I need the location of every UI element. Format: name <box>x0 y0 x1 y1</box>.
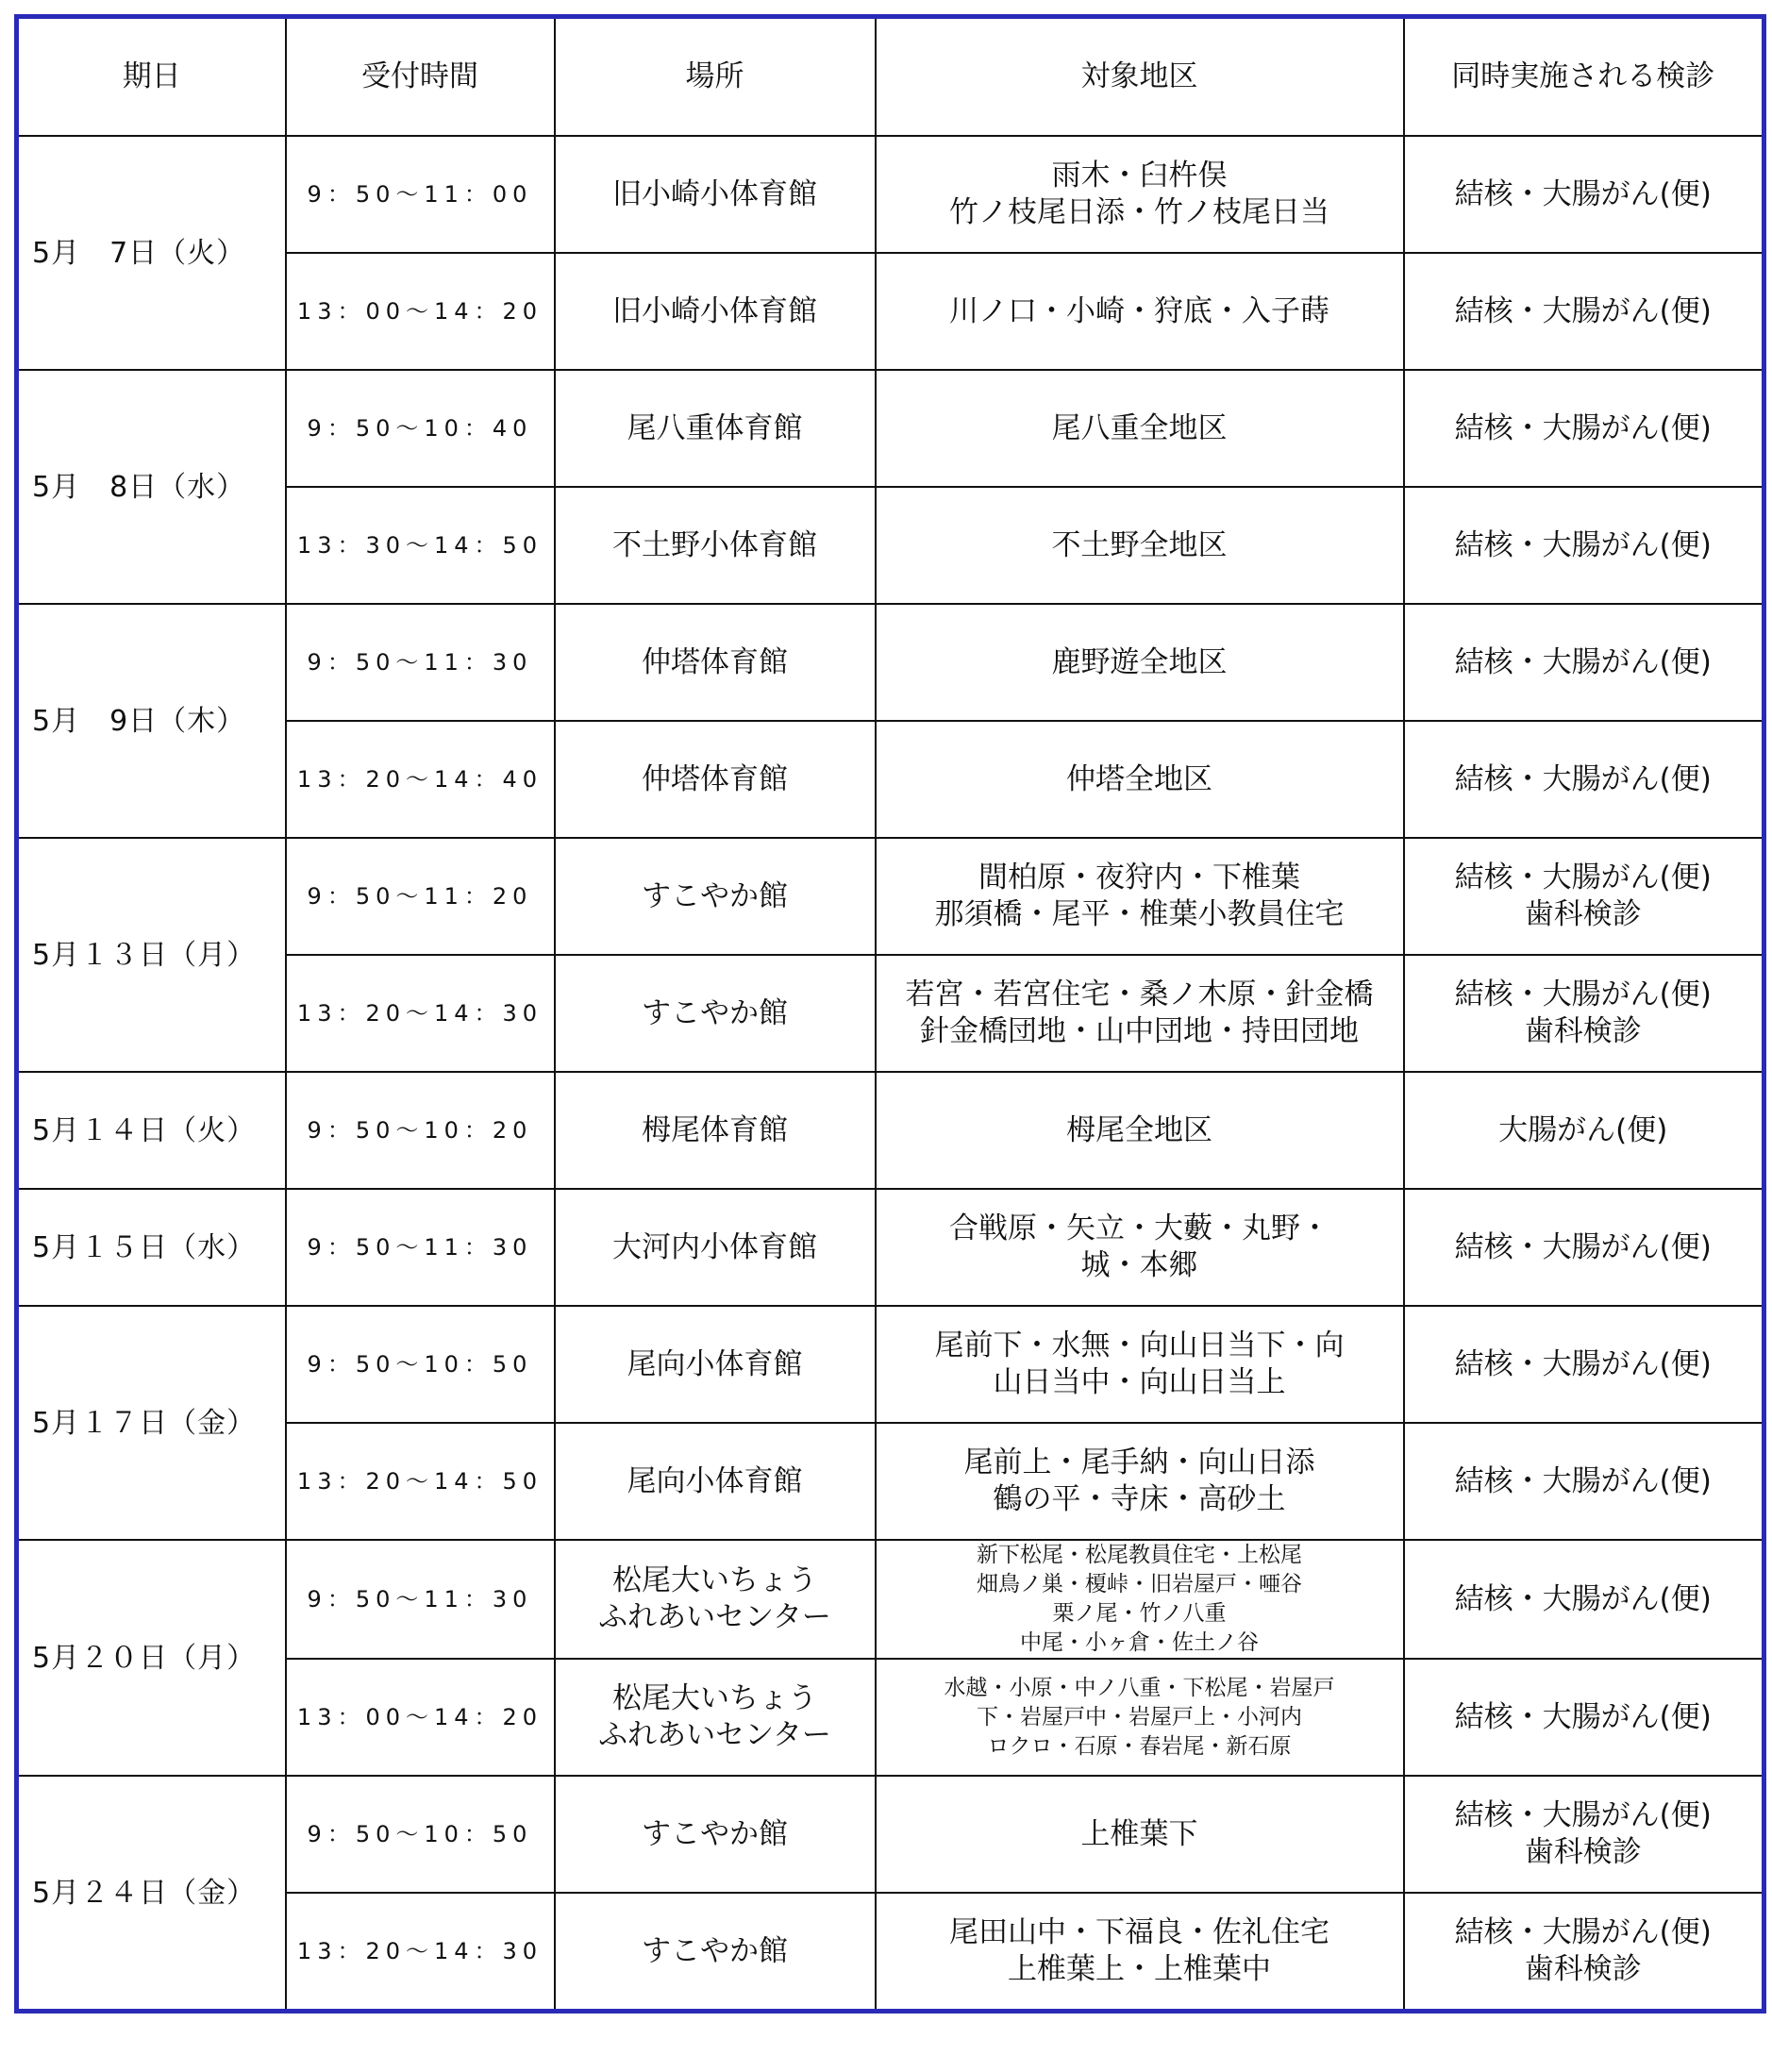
area-cell-line: 尾前下・水無・向山日当下・向 <box>934 1328 1345 1362</box>
exam-cell <box>1404 955 1764 1072</box>
header-row <box>17 17 1764 137</box>
table-row <box>17 604 1764 721</box>
place-cell-line: 尾向小体育館 <box>627 1346 803 1381</box>
exam-cell <box>1404 1189 1764 1306</box>
area-cell <box>876 136 1404 253</box>
exam-cell-line: 結核・大腸がん(便) <box>1454 1699 1712 1734</box>
area-cell <box>876 955 1404 1072</box>
area-cell <box>876 838 1404 955</box>
area-cell <box>876 1306 1404 1423</box>
place-cell <box>555 487 876 604</box>
place-cell-line: 大河内小体育館 <box>612 1229 817 1264</box>
place-cell <box>555 721 876 838</box>
exam-cell <box>1404 253 1764 370</box>
time-cell: 9：50～11：00 <box>286 136 555 253</box>
area-cell-line: 中尾・小ヶ倉・佐土ノ谷 <box>1020 1630 1259 1655</box>
area-cell <box>876 1776 1404 1893</box>
exam-cell-line: 結核・大腸がん(便) <box>1454 978 1712 1011</box>
place-cell <box>555 1776 876 1893</box>
place-cell-line: ふれあいセンター <box>598 1600 831 1634</box>
table-row <box>17 1776 1764 1893</box>
place-cell <box>555 1540 876 1659</box>
area-cell <box>876 487 1404 604</box>
date-cell: 5月 9日（木） <box>17 604 286 838</box>
area-cell-line: 針金橋団地・山中団地・持田団地 <box>920 1014 1359 1048</box>
time-cell: 13：20～14：30 <box>286 955 555 1072</box>
header-date: 期日 <box>17 17 286 137</box>
place-cell-line: すこやか館 <box>642 878 788 913</box>
area-cell-line: 城・本郷 <box>1080 1248 1198 1282</box>
exam-cell-line: 歯科検診 <box>1524 1835 1642 1869</box>
date-cell: 5月１５日（水） <box>17 1189 286 1306</box>
date-cell: 5月１７日（金） <box>17 1306 286 1540</box>
place-cell-line: 尾八重体育館 <box>627 410 803 445</box>
exam-cell-line: 結核・大腸がん(便) <box>1454 861 1712 894</box>
area-cell-line: 川ノ口・小崎・狩底・入子蒔 <box>949 293 1329 328</box>
area-cell-line: 栗ノ尾・竹ノ八重 <box>1052 1601 1227 1626</box>
header-area: 対象地区 <box>876 17 1404 137</box>
area-cell <box>876 370 1404 487</box>
date-cell: 5月 7日（火） <box>17 136 286 370</box>
time-cell: 13：20～14：50 <box>286 1423 555 1540</box>
table-row <box>17 136 1764 253</box>
exam-cell-line: 結核・大腸がん(便) <box>1454 1581 1712 1616</box>
schedule-table-wrapper <box>14 14 1766 2014</box>
time-cell: 9：50～11：30 <box>286 1189 555 1306</box>
schedule-table <box>14 14 1766 2014</box>
date-cell: 5月 8日（水） <box>17 370 286 604</box>
exam-cell <box>1404 721 1764 838</box>
area-cell-line: 若宮・若宮住宅・桑ノ木原・針金橋 <box>905 978 1374 1011</box>
place-cell-line: 旧小崎小体育館 <box>612 293 817 328</box>
exam-cell <box>1404 1540 1764 1659</box>
area-cell <box>876 604 1404 721</box>
exam-cell <box>1404 1306 1764 1423</box>
place-cell-line: 松尾大いちょう <box>612 1681 817 1715</box>
exam-cell-line: 結核・大腸がん(便) <box>1454 293 1712 328</box>
area-cell-line: 尾田山中・下福良・佐礼住宅 <box>949 1915 1329 1949</box>
time-cell: 9：50～10：40 <box>286 370 555 487</box>
time-cell: 9：50～10：20 <box>286 1072 555 1189</box>
time-cell: 13：20～14：40 <box>286 721 555 838</box>
area-cell <box>876 1659 1404 1776</box>
place-cell-line: 仲塔体育館 <box>642 644 788 679</box>
table-row <box>17 1072 1764 1189</box>
area-cell-line: 尾八重全地区 <box>1051 410 1228 445</box>
time-cell: 13：20～14：30 <box>286 1893 555 2012</box>
exam-cell-line: 結核・大腸がん(便) <box>1454 1229 1712 1264</box>
area-cell-line: 仲塔全地区 <box>1066 761 1212 796</box>
place-cell <box>555 604 876 721</box>
table-row <box>17 1189 1764 1306</box>
area-cell <box>876 1893 1404 2012</box>
place-cell <box>555 136 876 253</box>
time-cell: 9：50～10：50 <box>286 1776 555 1893</box>
exam-cell-line: 歯科検診 <box>1524 897 1642 931</box>
area-cell-line: 上椎葉上・上椎葉中 <box>1008 1952 1271 1986</box>
time-cell: 9：50～10：50 <box>286 1306 555 1423</box>
place-cell <box>555 1423 876 1540</box>
place-cell-line: 不土野小体育館 <box>612 527 817 562</box>
exam-cell-line: 大腸がん(便) <box>1498 1112 1668 1147</box>
exam-cell-line: 結核・大腸がん(便) <box>1454 761 1712 796</box>
place-cell <box>555 253 876 370</box>
place-cell-line: すこやか館 <box>642 1816 788 1851</box>
exam-cell-line: 結核・大腸がん(便) <box>1454 644 1712 679</box>
area-cell-line: 合戦原・矢立・大藪・丸野・ <box>949 1211 1329 1245</box>
table-row <box>17 1306 1764 1423</box>
area-cell <box>876 721 1404 838</box>
area-cell-line: 新下松尾・松尾教員住宅・上松尾 <box>977 1543 1302 1567</box>
exam-cell-line: 結核・大腸がん(便) <box>1454 176 1712 211</box>
place-cell-line: すこやか館 <box>642 995 788 1030</box>
exam-cell-line: 歯科検診 <box>1524 1014 1642 1048</box>
time-cell: 9：50～11：30 <box>286 1540 555 1659</box>
exam-cell-line: 結核・大腸がん(便) <box>1454 1346 1712 1381</box>
place-cell <box>555 1072 876 1189</box>
exam-cell <box>1404 136 1764 253</box>
exam-cell <box>1404 604 1764 721</box>
area-cell-line: 鶴の平・寺床・高砂土 <box>993 1482 1286 1516</box>
place-cell-line: 栂尾体育館 <box>642 1112 788 1147</box>
place-cell <box>555 370 876 487</box>
area-cell-line: ロクロ・石原・春岩尾・新石原 <box>987 1733 1292 1759</box>
exam-cell-line: 結核・大腸がん(便) <box>1454 1463 1712 1498</box>
date-cell: 5月２０日（月） <box>17 1540 286 1776</box>
place-cell-line: 尾向小体育館 <box>627 1463 803 1498</box>
exam-cell <box>1404 1072 1764 1189</box>
time-cell: 13：00～14：20 <box>286 253 555 370</box>
area-cell <box>876 253 1404 370</box>
area-cell-line: 尾前上・尾手納・向山日添 <box>963 1445 1315 1479</box>
area-cell-line: 不土野全地区 <box>1051 527 1228 562</box>
exam-cell-line: 歯科検診 <box>1524 1952 1642 1986</box>
exam-cell <box>1404 1893 1764 2012</box>
exam-cell <box>1404 487 1764 604</box>
place-cell <box>555 1189 876 1306</box>
date-cell: 5月１３日（月） <box>17 838 286 1072</box>
table-row <box>17 370 1764 487</box>
header-place: 場所 <box>555 17 876 137</box>
place-cell <box>555 955 876 1072</box>
area-cell-line: 水越・小原・中ノ八重・下松尾・岩屋戸 <box>944 1675 1335 1700</box>
date-cell: 5月１４日（火） <box>17 1072 286 1189</box>
area-cell <box>876 1072 1404 1189</box>
area-cell <box>876 1540 1404 1659</box>
exam-cell-line: 結核・大腸がん(便) <box>1454 1915 1712 1949</box>
exam-cell <box>1404 1659 1764 1776</box>
place-cell-line: 仲塔体育館 <box>642 761 788 796</box>
exam-cell <box>1404 1776 1764 1893</box>
area-cell-line: 那須橋・尾平・椎葉小教員住宅 <box>934 897 1345 931</box>
area-cell-line: 上椎葉下 <box>1080 1816 1198 1851</box>
date-cell: 5月２４日（金） <box>17 1776 286 2012</box>
place-cell-line: 旧小崎小体育館 <box>612 176 817 211</box>
schedule-body <box>17 136 1764 2012</box>
header-exam: 同時実施される検診 <box>1404 17 1764 137</box>
exam-cell-line: 結核・大腸がん(便) <box>1454 527 1712 562</box>
place-cell <box>555 1659 876 1776</box>
area-cell-line: 間柏原・夜狩内・下椎葉 <box>978 861 1300 894</box>
table-row <box>17 838 1764 955</box>
time-cell: 13：30～14：50 <box>286 487 555 604</box>
exam-cell-line: 結核・大腸がん(便) <box>1454 1798 1712 1832</box>
place-cell-line: すこやか館 <box>642 1933 788 1968</box>
area-cell-line: 下・岩屋戸中・岩屋戸上・小河内 <box>977 1704 1302 1729</box>
exam-cell <box>1404 370 1764 487</box>
place-cell-line: 松尾大いちょう <box>612 1563 817 1597</box>
exam-cell <box>1404 838 1764 955</box>
place-cell <box>555 1893 876 2012</box>
area-cell <box>876 1189 1404 1306</box>
area-cell-line: 山日当中・向山日当上 <box>993 1365 1286 1399</box>
time-cell: 9：50～11：30 <box>286 604 555 721</box>
area-cell-line: 雨木・臼杵俣 <box>1051 159 1228 192</box>
place-cell <box>555 1306 876 1423</box>
area-cell <box>876 1423 1404 1540</box>
place-cell <box>555 838 876 955</box>
area-cell-line: 鹿野遊全地区 <box>1051 644 1228 679</box>
area-cell-line: 竹ノ枝尾日添・竹ノ枝尾日当 <box>949 195 1329 229</box>
area-cell-line: 栂尾全地区 <box>1066 1112 1212 1147</box>
place-cell-line: ふれあいセンター <box>598 1718 831 1752</box>
table-row <box>17 1540 1764 1659</box>
exam-cell <box>1404 1423 1764 1540</box>
exam-cell-line: 結核・大腸がん(便) <box>1454 410 1712 445</box>
header-time: 受付時間 <box>286 17 555 137</box>
area-cell-line: 畑鳥ノ巣・榎峠・旧岩屋戸・唖谷 <box>977 1572 1302 1596</box>
time-cell: 13：00～14：20 <box>286 1659 555 1776</box>
time-cell: 9：50～11：20 <box>286 838 555 955</box>
